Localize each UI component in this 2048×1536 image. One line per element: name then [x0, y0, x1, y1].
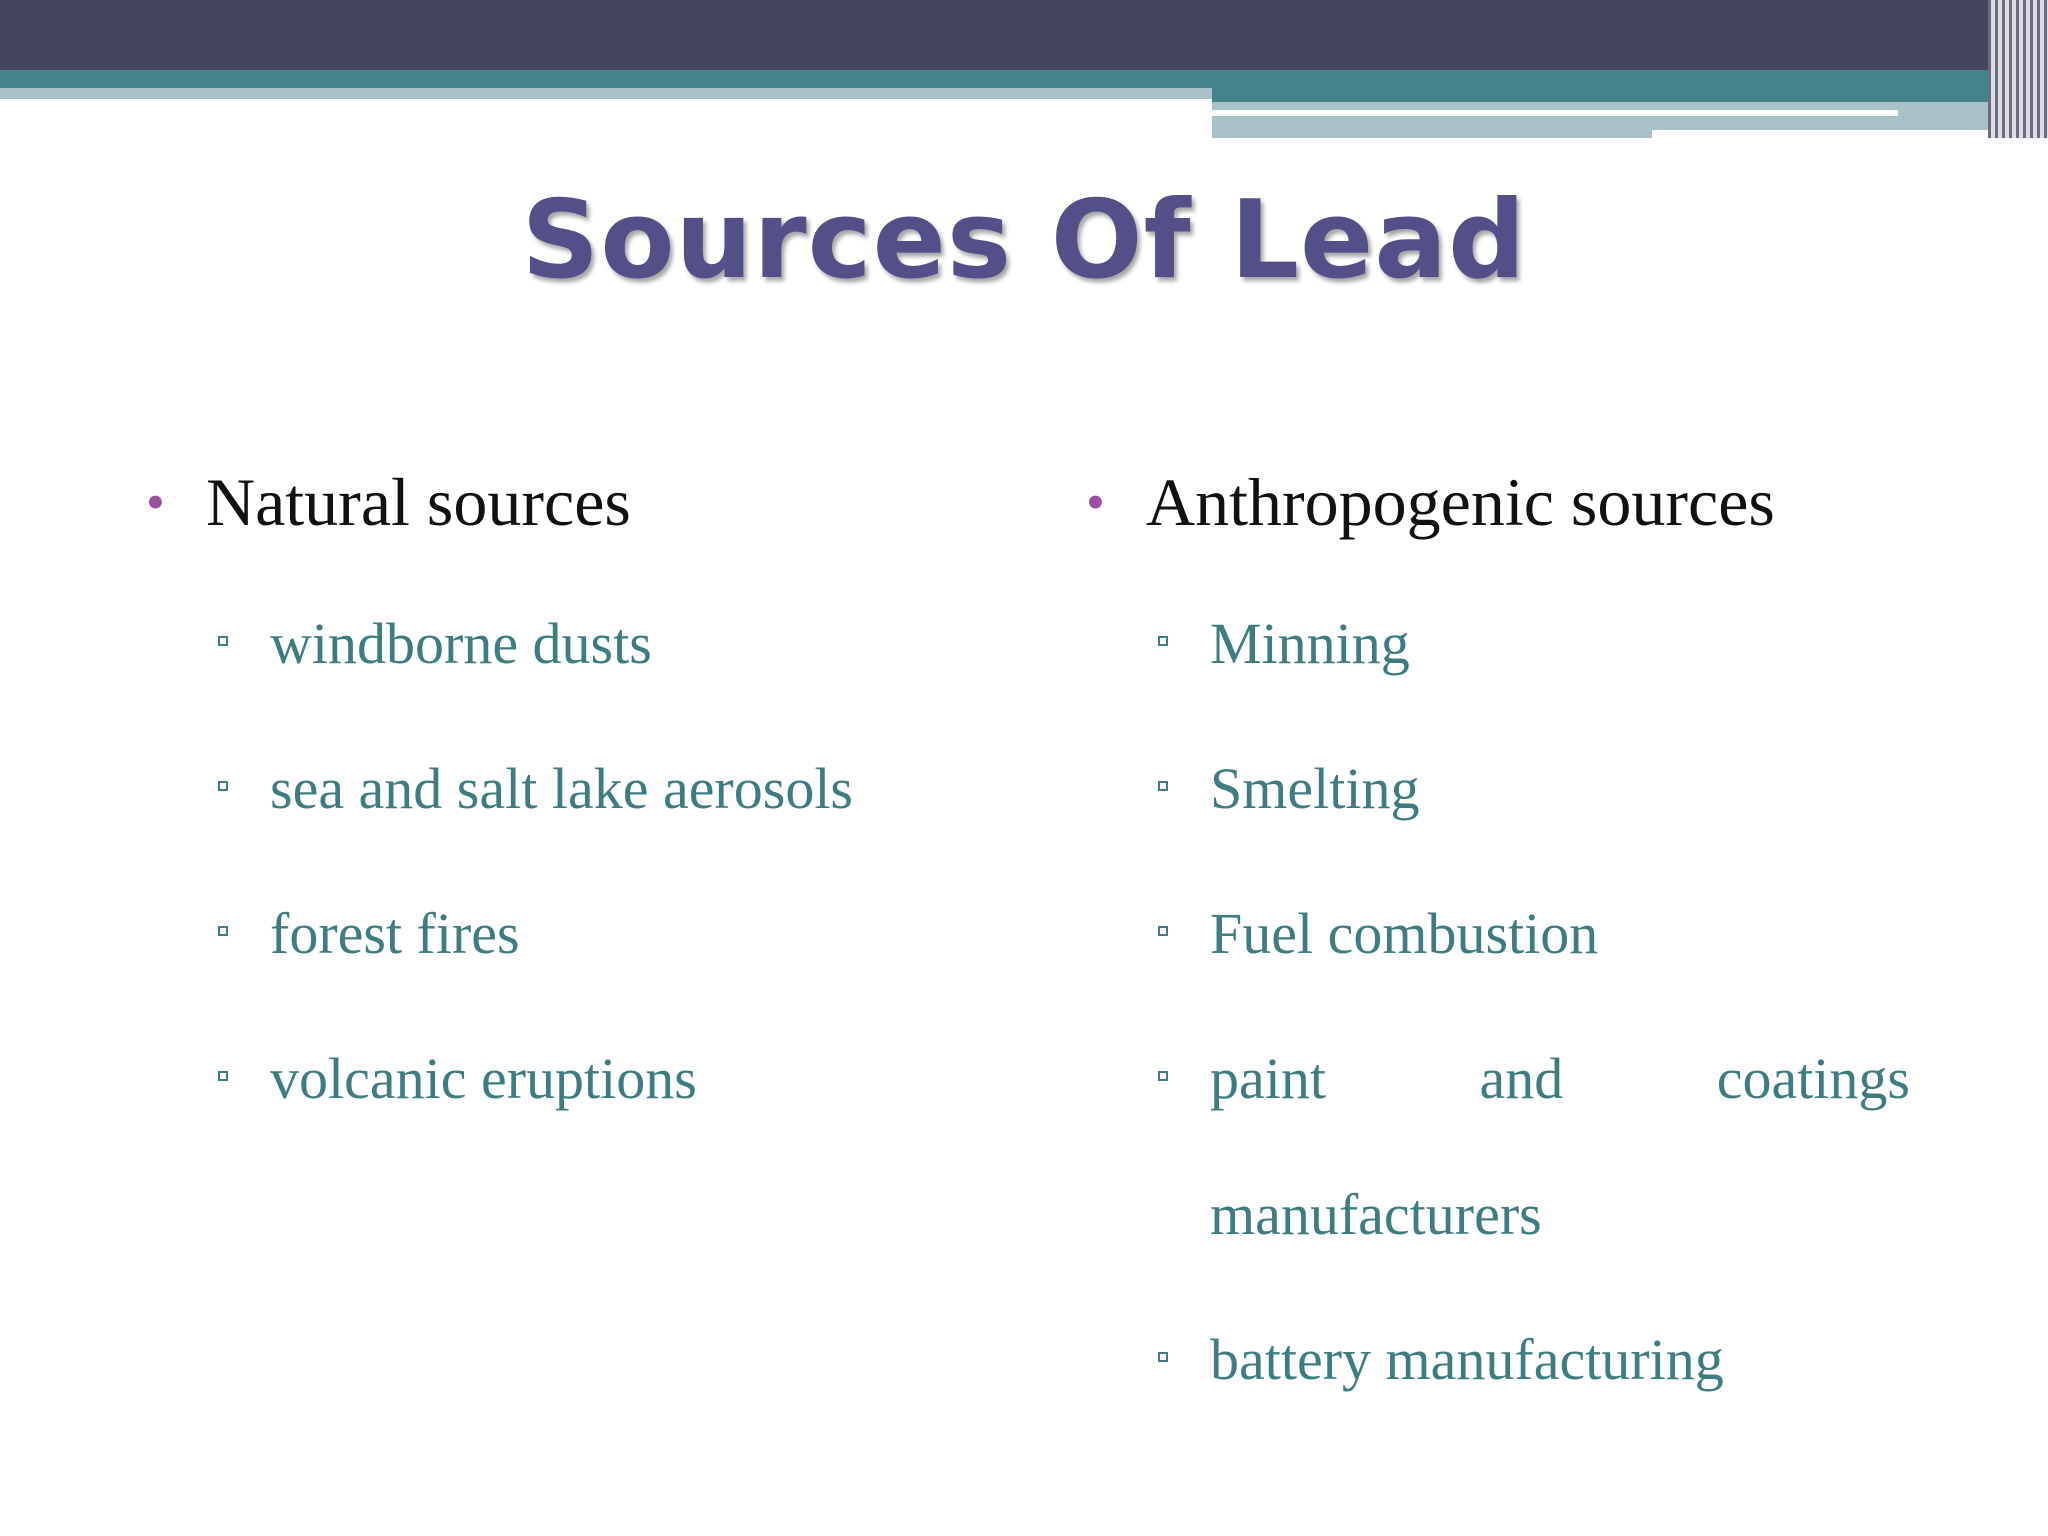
- square-bullet-icon: [218, 1071, 228, 1081]
- list-item: [146, 602, 1046, 686]
- list-item-label: Smelting: [1210, 756, 1420, 821]
- list-item: [146, 747, 1046, 831]
- list-item-label: Minning: [1210, 611, 1410, 676]
- square-bullet-icon: [218, 926, 228, 936]
- list-item-line: [1210, 1011, 1910, 1147]
- list-item: [1086, 1011, 1910, 1283]
- list-item-label: windborne dusts: [270, 611, 652, 676]
- list-item: [1086, 892, 1946, 976]
- natural-sources-list: [146, 602, 1046, 1121]
- list-item: [146, 892, 1046, 976]
- list-item-label: Fuel combustion: [1210, 901, 1599, 966]
- list-item: [1086, 1318, 1946, 1402]
- list-item-word: paint: [1210, 1046, 1326, 1111]
- header-band-dark: [0, 0, 2048, 70]
- list-item-line: manufacturers: [1210, 1182, 1542, 1247]
- square-bullet-icon: [1158, 1352, 1168, 1362]
- header-white-line-2: [1652, 130, 2012, 138]
- header-band-light-left: [0, 88, 1212, 99]
- square-bullet-icon: [1158, 636, 1168, 646]
- heading-label: Natural sources: [206, 464, 631, 540]
- list-item-label: forest fires: [270, 901, 520, 966]
- anthropogenic-sources-column: [1086, 462, 1946, 1463]
- list-item: [146, 1037, 1046, 1121]
- natural-sources-column: [146, 462, 1046, 1182]
- list-item-label: battery manufacturing: [1210, 1327, 1724, 1392]
- square-bullet-icon: [218, 781, 228, 791]
- anthropogenic-sources-heading: [1086, 462, 1946, 542]
- list-item: [1086, 602, 1946, 686]
- anthropogenic-sources-list: [1086, 602, 1946, 1402]
- square-bullet-icon: [1158, 781, 1168, 791]
- list-item-word: and: [1479, 1046, 1564, 1111]
- header-stripes: [1988, 0, 2048, 138]
- square-bullet-icon: [1158, 926, 1168, 936]
- square-bullet-icon: [1158, 1071, 1168, 1081]
- slide-title: Sources Of Lead: [521, 178, 1527, 303]
- list-item-word: coatings: [1716, 1046, 1910, 1111]
- header-white-line: [1212, 110, 1898, 116]
- round-bullet-icon: •: [1086, 472, 1105, 532]
- natural-sources-heading: [146, 462, 1046, 542]
- heading-label: Anthropogenic sources: [1146, 464, 1775, 540]
- header-band-teal-right: [1212, 88, 2048, 102]
- round-bullet-icon: •: [146, 472, 165, 532]
- square-bullet-icon: [218, 636, 228, 646]
- list-item-label: volcanic eruptions: [270, 1046, 697, 1111]
- list-item-label: sea and salt lake aerosols: [270, 756, 854, 821]
- header-band-teal: [0, 70, 2048, 88]
- list-item: [1086, 747, 1946, 831]
